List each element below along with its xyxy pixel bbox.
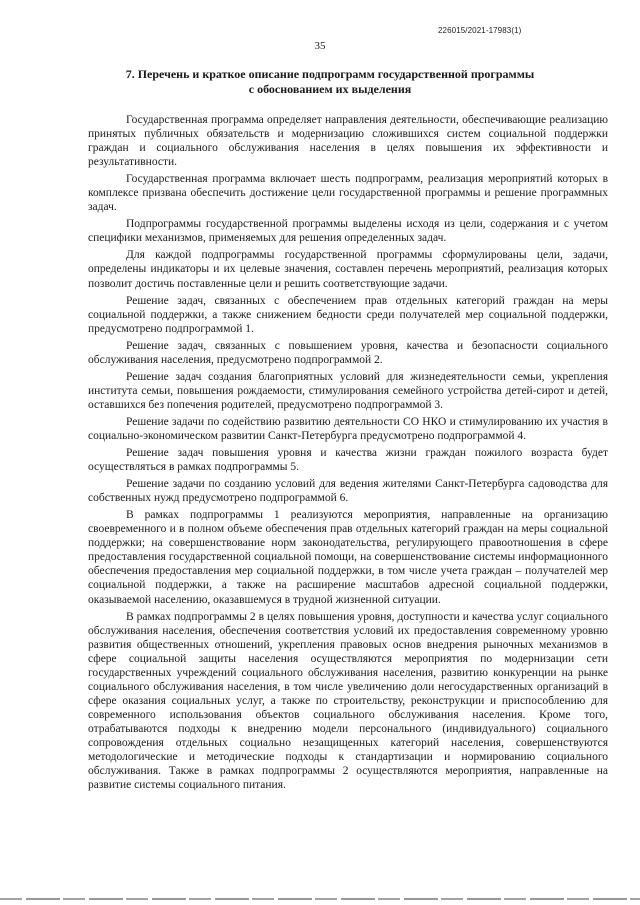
paragraph: Решение задачи по созданию условий для ведения жителями Санкт-Петербурга садоводства для собственных нужд предусмотрено подпрограммой 6. [88, 478, 608, 505]
paragraph: Решение задач, связанных с повышением уровня, качества и безопасности социального обслуживания населения, предусмотрено подпрограммой 2. [88, 339, 608, 366]
document-id: 226015/2021-17983(1) [438, 26, 522, 35]
page-number: 35 [314, 40, 326, 52]
section-title-line-1: 7. Перечень и краткое описание подпрограмм государственной программы [125, 67, 535, 81]
scan-edge-divider [0, 898, 640, 900]
paragraph: Подпрограммы государственной программы выделены исходя из цели, содержания и с учетом специфики механизмов, применяемых для решения определенных задач. [88, 218, 608, 245]
section-title [100, 67, 560, 97]
paragraph: Государственная программа включает шесть подпрограмм, реализация мероприятий которых в комплексе призвана обеспечить достижение цели государственной программы и решение программных задач. [88, 173, 608, 214]
paragraph: В рамках подпрограммы 1 реализуются мероприятия, направленные на организацию своевременного и в полном объеме обеспечения прав отдельных категорий граждан на меры социальной поддержки; на совершенствование норм законодательства, регулирующего правоотношения в сфере предоставления государственной социальной помощи, на совершенствование системы информационного обеспечения предоставления мер социальной поддержки, в том числе учета граждан – получателей мер социальной поддержки, а также на расширение масштабов адресной социальной поддержки, оказываемой населению, оказавшемуся в трудной жизненной ситуации. [88, 509, 608, 606]
paragraph: Решение задач создания благоприятных условий для жизнедеятельности семьи, укрепления института семьи, повышения рождаемости, стимулирования семейного устройства детей-сирот и детей, оставшихся без попечения родителей, предусмотрено подпрограммой 3. [88, 370, 608, 411]
paragraph: Государственная программа определяет направления деятельности, обеспечивающие реализацию принятых публичных обязательств и модернизацию сложившихся систем социальной поддержки граждан и социального обслуживания населения в целях повышения их эффективности и результативности. [88, 114, 608, 169]
paragraph: Для каждой подпрограммы государственной программы сформулированы цели, задачи, определены индикаторы и их целевые значения, составлен перечень мероприятий, реализация которых позволит достичь поставленные цели и решить соответствующие задачи. [88, 249, 608, 290]
paragraph: Решение задач, связанных с обеспечением прав отдельных категорий граждан на меры социальной поддержки, а также снижением бедности среди получателей мер социальной поддержки, предусмотрено подпрограммой 1. [88, 294, 608, 335]
section-title-line-2: с обоснованием их выделения [248, 82, 412, 96]
paragraph: Решение задачи по содействию развитию деятельности СО НКО и стимулированию их участия в социально-экономическом развитии Санкт-Петербурга предусмотрено подпрограммой 4. [88, 415, 608, 442]
paragraph: В рамках подпрограммы 2 в целях повышения уровня, доступности и качества услуг социального обслуживания населения, обеспечения соответствия условий их предоставления современному уровню развития общественных отношений, укрепления правовых основ внедрения рыночных механизмов в сфере социальной защиты населения осуществляются мероприятия по модернизации сети государственных учреждений социального обслуживания населения, развитию конкуренции на рынке социального обслуживания населения, в том числе увеличению доли негосударственных организаций в сфере оказания социальных услуг, а также по строительству, реконструкции и приспособлению для современного использования объектов социального обслуживания населения. Кроме того, отрабатываются подходы к внедрению модели персонального (индивидуального) социального сопровождения отдельных социально незащищенных категорий населения, совершенствуются методологические и методические подходы к стандартизации и нормированию социального обслуживания. Также в рамках подпрограммы 2 осуществляются мероприятия, направленные на развитие системы социального питания. [88, 610, 608, 792]
document-body [88, 113, 608, 792]
paragraph: Решение задач повышения уровня и качества жизни граждан пожилого возраста будет осуществляться в рамках подпрограммы 5. [88, 447, 608, 474]
